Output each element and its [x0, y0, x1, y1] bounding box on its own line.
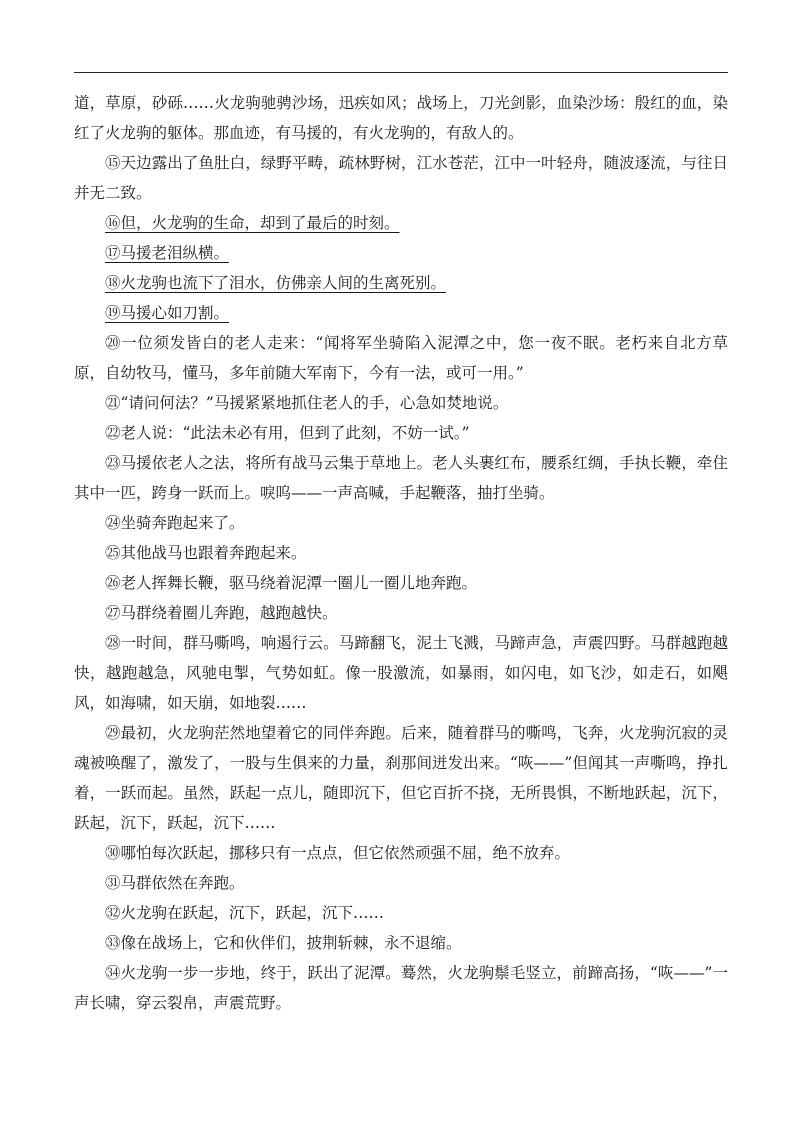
paragraph: ㉔坐骑奔跑起来了。: [105, 514, 245, 532]
paragraph: ㉑“请问何法？”马援紧紧地抓住老人的手，心急如焚地说。: [105, 394, 509, 412]
paragraph: ㉕其他战马也跟着奔跑起来。: [105, 544, 307, 562]
paragraph: ㉜火龙驹在跃起，沉下，跃起，沉下……: [105, 904, 385, 922]
paragraph: ㉚哪怕每次跃起，挪移只有一点点，但它依然顽强不屈，绝不放弃。: [105, 844, 571, 862]
underlined-sentence: ⑰马援老泪纵横。: [105, 244, 230, 262]
paragraph: ㉓马援依老人之法，将所有战马云集于草地上。老人头裹红布，腰系红绸，手执长鞭，牵住其中一匹，跨身一跃而上。唳呜——一声高喊，手起鞭落，抽打坐骑。: [74, 454, 728, 502]
paragraph: ⑳一位须发皆白的老人走来：“闻将军坐骑陷入泥潭之中，您一夜不眠。老朽来自北方草原，自幼牧马，懂马，多年前随大军南下，今有一法，或可一用。”: [74, 334, 728, 382]
paragraph-underlined: [74, 238, 728, 268]
header-rule: [74, 72, 728, 73]
paragraph: ㉝像在战场上，它和伙伴们，披荆斩棘，永不退缩。: [105, 934, 462, 952]
paragraph: ㉒老人说：“此法未必有用，但到了此刻，不妨一试。”: [105, 424, 470, 442]
paragraph: ㉞火龙驹一步一步地，终于，跃出了泥潭。蓦然，火龙驹鬃毛竖立，前蹄高扬，“咴——”一声长啸，穿云裂帛，声震荒野。: [74, 964, 728, 1012]
paragraph: ㉘一时间，群马嘶鸣，响遏行云。马蹄翻飞，泥土飞溅，马蹄声急，声震四野。马群越跑越快，越跑越急，风驰电掣，气势如虹。像一股激流，如暴雨，如闪电，如飞沙，如走石，如飓风，如海啸，如天崩，如地裂……: [74, 634, 728, 712]
paragraph: ㉗马群绕着圈儿奔跑，越跑越快。: [105, 604, 338, 622]
paragraph: ㉖老人挥舞长鞭，驱马绕着泥潭一圈儿一圈儿地奔跑。: [105, 574, 478, 592]
paragraph: ㉛马群依然在奔跑。: [105, 874, 245, 892]
story-text: [74, 88, 728, 1018]
paragraph: ⑮天边露出了鱼肚白，绿野平畴，疏林野树，江水苍茫，江中一叶轻舟，随波逐流，与往日并无二致。: [74, 154, 728, 202]
paragraph: ㉙最初，火龙驹茫然地望着它的同伴奔跑。后来，随着群马的嘶鸣，飞奔，火龙驹沉寂的灵魂被唤醒了，激发了，一股与生俱来的力量，刹那间迸发出来。“咴——”但闻其一声嘶鸣，挣扎着，一跃而起。虽然，跃起一点儿，随即沉下，但它百折不挠，无所畏惧，不断地跃起，沉下，跃起，沉下，跃起，沉下……: [74, 724, 728, 832]
paragraph: 道，草原，砂砾……火龙驹驰骋沙场，迅疾如风；战场上，刀光剑影，血染沙场：殷红的血，染红了火龙驹的躯体。那血迹，有马援的，有火龙驹的，有敌人的。: [74, 94, 728, 142]
paragraph-underlined: [74, 208, 728, 238]
underlined-sentence: ⑲马援心如刀割。: [105, 304, 230, 322]
underlined-sentence: ⑯但，火龙驹的生命，却到了最后的时刻。: [105, 214, 400, 232]
paragraph-underlined: [74, 298, 728, 328]
underlined-sentence: ⑱火龙驹也流下了泪水，仿佛亲人间的生离死别。: [105, 274, 447, 292]
paragraph-underlined: [74, 268, 728, 298]
